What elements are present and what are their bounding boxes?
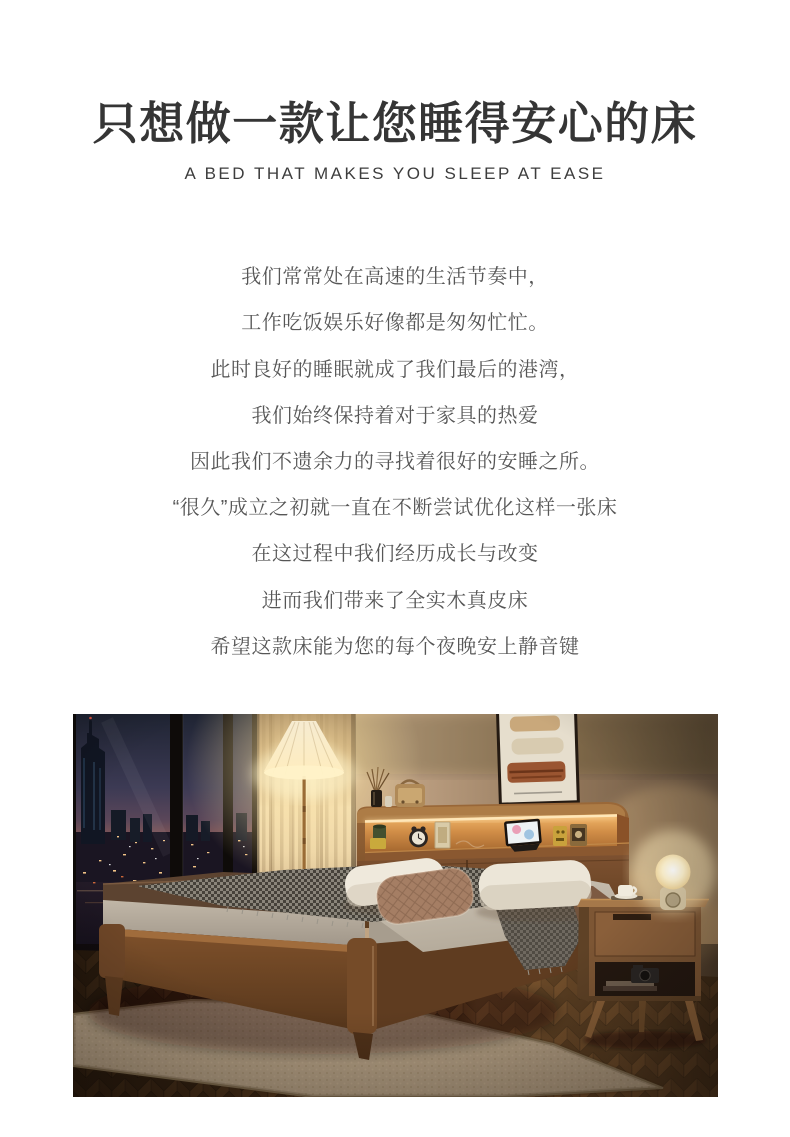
vignette-overlay <box>73 714 718 1097</box>
intro-paragraph <box>0 254 790 670</box>
intro-line: “很久”成立之初就一直在不断尝试优化这样一张床 <box>172 497 618 520</box>
intro-line: 我们常常处在高速的生活节奏中， <box>241 266 549 289</box>
intro-line: 希望这款床能为您的每个夜晚安上静音键 <box>210 635 580 658</box>
product-photo <box>73 714 718 1097</box>
page-title: 只想做一款让您睡得安心的床 <box>92 98 698 149</box>
intro-line: 进而我们带来了全实木真皮床 <box>261 589 529 612</box>
intro-line: 工作吃饭娱乐好像都是匆匆忙忙。 <box>241 312 549 335</box>
intro-line: 此时良好的睡眠就成了我们最后的港湾， <box>210 358 580 381</box>
intro-line: 在这过程中我们经历成长与改变 <box>251 543 539 566</box>
page-subtitle: A BED THAT MAKES YOU SLEEP AT EASE <box>184 164 606 184</box>
intro-line: 我们始终保持着对于家具的热爱 <box>251 404 539 427</box>
intro-line: 因此我们不遗余力的寻找着很好的安睡之所。 <box>190 451 600 474</box>
bedroom-night-scene <box>73 714 718 1097</box>
